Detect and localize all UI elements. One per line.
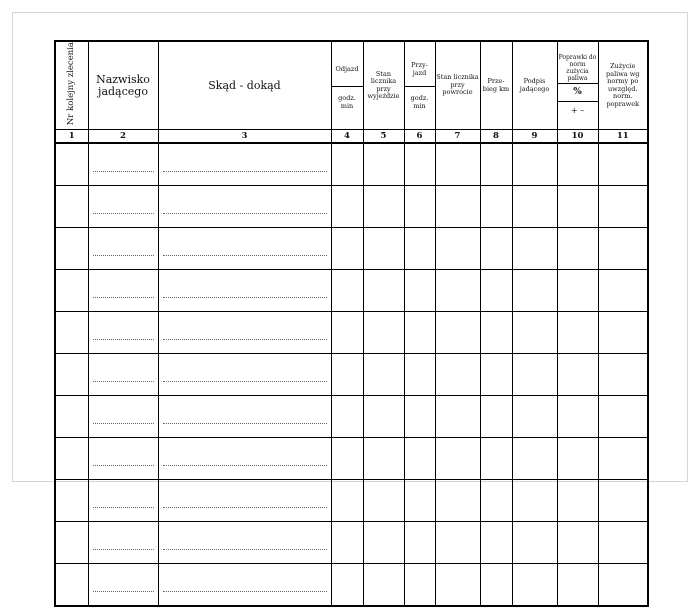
header-departure-label: Odjazd xyxy=(332,53,363,87)
order-number-cell[interactable] xyxy=(55,143,88,186)
traveler-name-cell[interactable] xyxy=(88,270,158,312)
order-number-cell[interactable] xyxy=(55,564,88,607)
traveler-name-cell[interactable] xyxy=(88,354,158,396)
odometer-return-cell[interactable] xyxy=(435,228,480,270)
fuel-correction-cell[interactable] xyxy=(557,396,598,438)
fuel-correction-cell[interactable] xyxy=(557,522,598,564)
header-fuel-usage: Zużycie paliwa wg normy po uwzględ. norm. poprawek xyxy=(598,41,648,130)
dotted-line xyxy=(163,254,327,256)
odometer-departure-cell[interactable] xyxy=(363,354,404,396)
arrival-time-cell[interactable] xyxy=(404,312,435,354)
table-row xyxy=(55,270,648,312)
column-number: 9 xyxy=(512,130,557,144)
header-departure-time: godz. min xyxy=(338,94,356,110)
route-cell[interactable] xyxy=(158,480,331,522)
table-row xyxy=(55,143,648,186)
fuel-usage-cell[interactable] xyxy=(598,354,648,396)
table-row xyxy=(55,564,648,607)
header-arrival-label: Przy-jazd xyxy=(405,53,435,87)
signature-cell[interactable] xyxy=(512,228,557,270)
odometer-return-cell[interactable] xyxy=(435,396,480,438)
table-row xyxy=(55,480,648,522)
dotted-line xyxy=(163,464,327,466)
dotted-line xyxy=(163,506,327,508)
header-traveler-name: Nazwisko jadącego xyxy=(88,41,158,130)
odometer-departure-cell[interactable] xyxy=(363,564,404,607)
distance-cell[interactable] xyxy=(480,522,512,564)
dotted-line xyxy=(163,212,327,214)
distance-cell[interactable] xyxy=(480,143,512,186)
signature-cell[interactable] xyxy=(512,438,557,480)
column-number: 4 xyxy=(331,130,363,144)
order-number-cell[interactable] xyxy=(55,312,88,354)
odometer-departure-cell[interactable] xyxy=(363,396,404,438)
header-order-number: Nr kolejny zlecenia xyxy=(55,41,88,130)
departure-time-cell[interactable] xyxy=(331,270,363,312)
fuel-correction-cell[interactable] xyxy=(557,564,598,607)
traveler-name-cell[interactable] xyxy=(88,480,158,522)
odometer-return-cell[interactable] xyxy=(435,143,480,186)
distance-cell[interactable] xyxy=(480,228,512,270)
route-cell[interactable] xyxy=(158,186,331,228)
departure-time-cell[interactable] xyxy=(331,480,363,522)
table-row xyxy=(55,354,648,396)
table-row xyxy=(55,228,648,270)
odometer-departure-cell[interactable] xyxy=(363,480,404,522)
header-fuel-corrections xyxy=(557,41,598,130)
column-number: 6 xyxy=(404,130,435,144)
distance-cell[interactable] xyxy=(480,564,512,607)
column-number: 2 xyxy=(88,130,158,144)
header-odometer-departure: Stan licznika przy wyjeździe xyxy=(363,41,404,130)
route-cell[interactable] xyxy=(158,396,331,438)
dotted-line xyxy=(163,296,327,298)
dotted-line xyxy=(93,548,154,550)
fuel-usage-cell[interactable] xyxy=(598,270,648,312)
header-distance: Prze-bieg km xyxy=(480,41,512,130)
fuel-usage-cell[interactable] xyxy=(598,438,648,480)
fuel-usage-cell[interactable] xyxy=(598,564,648,607)
dotted-line xyxy=(93,590,154,592)
arrival-time-cell[interactable] xyxy=(404,143,435,186)
dotted-line xyxy=(163,548,327,550)
odometer-return-cell[interactable] xyxy=(435,354,480,396)
order-number-cell[interactable] xyxy=(55,228,88,270)
distance-cell[interactable] xyxy=(480,438,512,480)
dotted-line xyxy=(93,338,154,340)
table-row xyxy=(55,186,648,228)
odometer-departure-cell[interactable] xyxy=(363,438,404,480)
route-cell[interactable] xyxy=(158,438,331,480)
traveler-name-cell[interactable] xyxy=(88,143,158,186)
column-number: 3 xyxy=(158,130,331,144)
signature-cell[interactable] xyxy=(512,143,557,186)
odometer-return-cell[interactable] xyxy=(435,312,480,354)
distance-cell[interactable] xyxy=(480,480,512,522)
dotted-line xyxy=(93,506,154,508)
odometer-return-cell[interactable] xyxy=(435,270,480,312)
header-fuel-corrections-label: Poprawki do norm zużycia paliwa xyxy=(558,53,597,82)
distance-cell[interactable] xyxy=(480,354,512,396)
departure-time-cell[interactable] xyxy=(331,438,363,480)
column-number: 5 xyxy=(363,130,404,144)
departure-time-cell[interactable] xyxy=(331,564,363,607)
header-odometer-return: Stan licznika przy powrocie xyxy=(435,41,480,130)
arrival-time-cell[interactable] xyxy=(404,396,435,438)
odometer-departure-cell[interactable] xyxy=(363,270,404,312)
odometer-departure-cell[interactable] xyxy=(363,186,404,228)
fuel-correction-cell[interactable] xyxy=(557,438,598,480)
odometer-departure-cell[interactable] xyxy=(363,228,404,270)
header-departure xyxy=(331,41,363,130)
traveler-name-cell[interactable] xyxy=(88,186,158,228)
route-cell[interactable] xyxy=(158,312,331,354)
distance-cell[interactable] xyxy=(480,396,512,438)
traveler-name-cell[interactable] xyxy=(88,522,158,564)
fuel-correction-cell[interactable] xyxy=(557,480,598,522)
trip-log-table xyxy=(54,40,649,607)
traveler-name-cell[interactable] xyxy=(88,396,158,438)
arrival-time-cell[interactable] xyxy=(404,522,435,564)
header-arrival xyxy=(404,41,435,130)
dotted-line xyxy=(93,422,154,424)
signature-cell[interactable] xyxy=(512,564,557,607)
route-cell[interactable] xyxy=(158,143,331,186)
order-number-cell[interactable] xyxy=(55,270,88,312)
arrival-time-cell[interactable] xyxy=(404,228,435,270)
header-signature: Podpis jadącego xyxy=(512,41,557,130)
signature-cell[interactable] xyxy=(512,522,557,564)
dotted-line xyxy=(163,170,327,172)
table-row xyxy=(55,396,648,438)
order-number-cell[interactable] xyxy=(55,438,88,480)
arrival-time-cell[interactable] xyxy=(404,186,435,228)
traveler-name-cell[interactable] xyxy=(88,564,158,607)
order-number-cell[interactable] xyxy=(55,522,88,564)
column-number: 1 xyxy=(55,130,88,144)
fuel-correction-cell[interactable] xyxy=(557,312,598,354)
departure-time-cell[interactable] xyxy=(331,228,363,270)
arrival-time-cell[interactable] xyxy=(404,480,435,522)
route-cell[interactable] xyxy=(158,228,331,270)
odometer-return-cell[interactable] xyxy=(435,522,480,564)
fuel-correction-cell[interactable] xyxy=(557,270,598,312)
dotted-line xyxy=(93,254,154,256)
fuel-usage-cell[interactable] xyxy=(598,186,648,228)
arrival-time-cell[interactable] xyxy=(404,270,435,312)
odometer-return-cell[interactable] xyxy=(435,480,480,522)
signature-cell[interactable] xyxy=(512,312,557,354)
departure-time-cell[interactable] xyxy=(331,354,363,396)
dotted-line xyxy=(93,464,154,466)
table-row xyxy=(55,312,648,354)
fuel-correction-cell[interactable] xyxy=(557,186,598,228)
fuel-usage-cell[interactable] xyxy=(598,522,648,564)
route-cell[interactable] xyxy=(158,270,331,312)
odometer-departure-cell[interactable] xyxy=(363,522,404,564)
column-number: 8 xyxy=(480,130,512,144)
route-cell[interactable] xyxy=(158,564,331,607)
distance-cell[interactable] xyxy=(480,312,512,354)
distance-cell[interactable] xyxy=(480,270,512,312)
dotted-line xyxy=(93,170,154,172)
odometer-departure-cell[interactable] xyxy=(363,143,404,186)
header-fuel-corrections-sign: + – xyxy=(570,105,585,115)
fuel-correction-cell[interactable] xyxy=(557,354,598,396)
odometer-return-cell[interactable] xyxy=(435,564,480,607)
odometer-return-cell[interactable] xyxy=(435,438,480,480)
signature-cell[interactable] xyxy=(512,354,557,396)
signature-cell[interactable] xyxy=(512,186,557,228)
fuel-usage-cell[interactable] xyxy=(598,312,648,354)
dotted-line xyxy=(163,422,327,424)
dotted-line xyxy=(163,338,327,340)
odometer-return-cell[interactable] xyxy=(435,186,480,228)
header-route: Skąd - dokąd xyxy=(158,41,331,130)
column-number: 7 xyxy=(435,130,480,144)
header-row xyxy=(55,41,648,130)
fuel-usage-cell[interactable] xyxy=(598,396,648,438)
route-cell[interactable] xyxy=(158,354,331,396)
traveler-name-cell[interactable] xyxy=(88,438,158,480)
departure-time-cell[interactable] xyxy=(331,143,363,186)
header-arrival-time: godz. min xyxy=(410,94,429,110)
dotted-line xyxy=(93,212,154,214)
order-number-cell[interactable] xyxy=(55,480,88,522)
fuel-usage-cell[interactable] xyxy=(598,143,648,186)
table-row xyxy=(55,522,648,564)
order-number-cell[interactable] xyxy=(55,354,88,396)
arrival-time-cell[interactable] xyxy=(404,438,435,480)
dotted-line xyxy=(93,296,154,298)
departure-time-cell[interactable] xyxy=(331,312,363,354)
fuel-correction-cell[interactable] xyxy=(557,143,598,186)
dotted-line xyxy=(163,590,327,592)
signature-cell[interactable] xyxy=(512,396,557,438)
fuel-usage-cell[interactable] xyxy=(598,480,648,522)
traveler-name-cell[interactable] xyxy=(88,312,158,354)
column-number-row xyxy=(55,130,648,144)
dotted-line xyxy=(93,380,154,382)
distance-cell[interactable] xyxy=(480,186,512,228)
fuel-correction-cell[interactable] xyxy=(557,228,598,270)
column-number: 11 xyxy=(598,130,648,144)
odometer-departure-cell[interactable] xyxy=(363,312,404,354)
table-row xyxy=(55,438,648,480)
traveler-name-cell[interactable] xyxy=(88,228,158,270)
departure-time-cell[interactable] xyxy=(331,522,363,564)
signature-cell[interactable] xyxy=(512,270,557,312)
arrival-time-cell[interactable] xyxy=(404,564,435,607)
column-number: 10 xyxy=(557,130,598,144)
table-body xyxy=(55,143,648,606)
departure-time-cell[interactable] xyxy=(331,396,363,438)
header-fuel-corrections-percent: % xyxy=(558,83,598,102)
route-cell[interactable] xyxy=(158,522,331,564)
dotted-line xyxy=(163,380,327,382)
order-number-cell[interactable] xyxy=(55,396,88,438)
signature-cell[interactable] xyxy=(512,480,557,522)
order-number-cell[interactable] xyxy=(55,186,88,228)
arrival-time-cell[interactable] xyxy=(404,354,435,396)
departure-time-cell[interactable] xyxy=(331,186,363,228)
fuel-usage-cell[interactable] xyxy=(598,228,648,270)
